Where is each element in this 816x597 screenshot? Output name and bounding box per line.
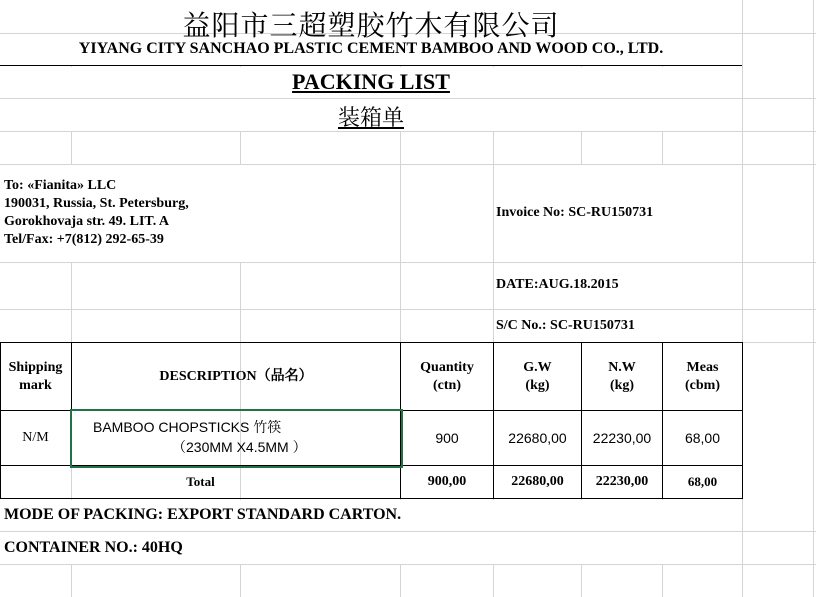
cell-net-weight[interactable]: 22230,00 — [592, 430, 652, 446]
consignee-line: To: «Fianita» LLC — [4, 178, 117, 193]
header-text: Quantity — [420, 359, 474, 375]
header-divider — [0, 65, 742, 66]
cell-measurement[interactable]: 68,00 — [684, 430, 721, 446]
consignee-block — [4, 177, 189, 249]
total-label[interactable]: Total — [186, 474, 215, 489]
header-quantity — [401, 343, 493, 410]
packing-mode: MODE OF PACKING: EXPORT STANDARD CARTON. — [4, 506, 402, 523]
header-measurement — [663, 343, 742, 410]
invoice-number: Invoice No: SC-RU150731 — [496, 205, 654, 220]
total-net-weight[interactable]: 22230,00 — [595, 474, 649, 489]
header-text: N.W — [608, 359, 636, 375]
container-number: CONTAINER NO.: 40HQ — [4, 539, 183, 556]
header-text: mark — [19, 377, 52, 393]
cell-quantity[interactable]: 900 — [435, 430, 459, 446]
header-text: Meas — [686, 359, 719, 375]
header-text: (kg) — [609, 377, 635, 393]
header-text: (ctn) — [433, 377, 461, 393]
sc-number: S/C No.: SC-RU150731 — [496, 318, 635, 333]
description-line: BAMBOO CHOPSTICKS 竹筷 — [93, 419, 282, 435]
total-gross-weight[interactable]: 22680,00 — [511, 474, 564, 489]
consignee-line: Tel/Fax: +7(812) 292-65-39 — [4, 232, 164, 247]
header-net-weight — [582, 343, 662, 410]
total-measurement[interactable]: 68,00 — [687, 474, 718, 489]
header-text: Shipping — [8, 359, 63, 375]
company-name-en: YIYANG CITY SANCHAO PLASTIC CEMENT BAMBOO AND WOOD CO., LTD. — [78, 40, 664, 57]
header-gross-weight — [494, 343, 581, 410]
cell-description[interactable] — [70, 409, 403, 468]
header-description: DESCRIPTION（品名） — [159, 368, 313, 384]
header-text: G.W — [523, 359, 552, 375]
consignee-line: Gorokhovaja str. 49. LIT. A — [4, 214, 170, 229]
cell-gross-weight[interactable]: 22680,00 — [508, 430, 567, 446]
header-text: (cbm) — [685, 377, 720, 393]
company-name-cn: 益阳市三超塑胶竹木有限公司 — [182, 9, 560, 42]
total-quantity[interactable]: 900,00 — [427, 474, 467, 489]
header-text: (kg) — [525, 377, 550, 393]
date-field: DATE:AUG.18.2015 — [496, 277, 619, 292]
description-size: （230MM X4.5MM ） — [172, 439, 307, 455]
header-shipping-mark — [0, 343, 71, 410]
document-title: PACKING LIST — [292, 69, 450, 94]
cell-shipping-mark[interactable]: N/M — [22, 430, 49, 445]
document-title-cn: 装箱单 — [337, 106, 404, 131]
consignee-line: 190031, Russia, St. Petersburg, — [4, 196, 189, 211]
